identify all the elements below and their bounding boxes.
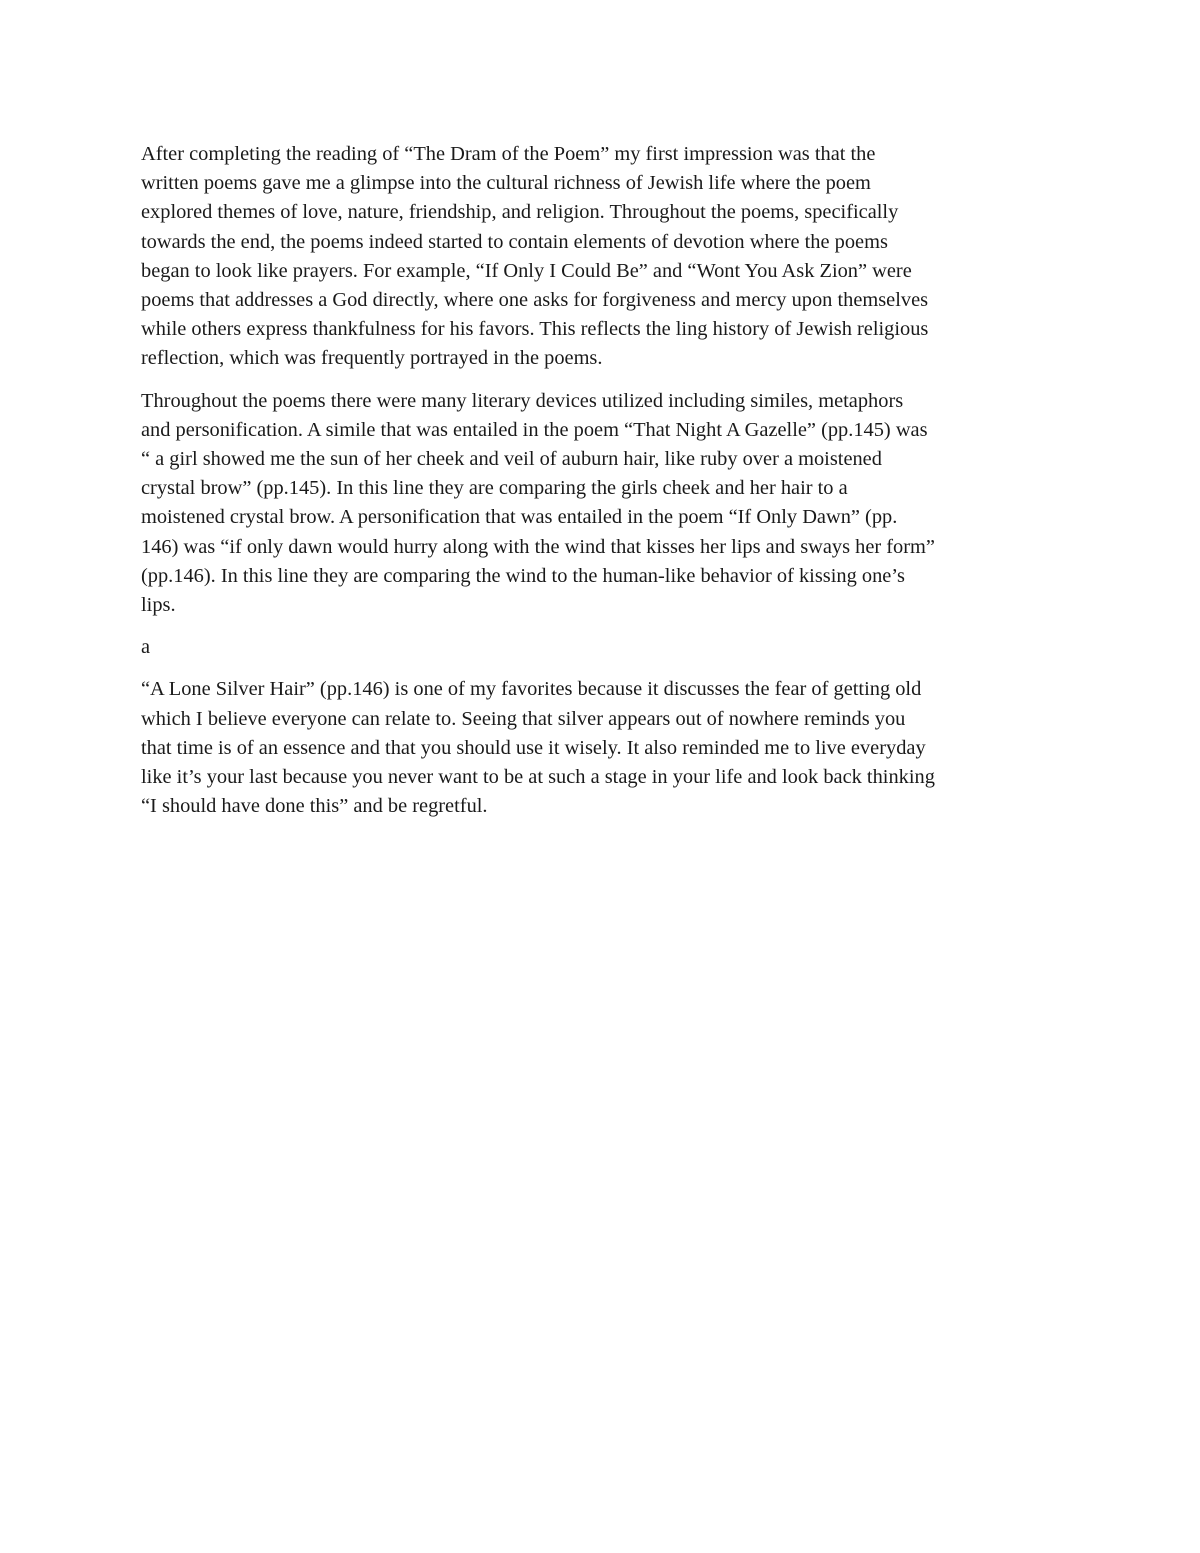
text-line: (pp.146). In this line they are comparing the wind to the human-like behavior of kissing one’s	[141, 564, 905, 587]
text-line: “A Lone Silver Hair” (pp.146) is one of my favorites because it discusses the fear of getting old	[141, 678, 922, 701]
text-line: Throughout the poems there were many literary devices utilized including similes, metaphors	[141, 389, 904, 412]
text-line: 146) was “if only dawn would hurry along with the wind that kisses her lips and sways her form”	[141, 535, 935, 558]
text-line: After completing the reading of “The Dram of the Poem” my first impression was that the	[141, 143, 876, 165]
text-line: while others express thankfulness for his favors. This reflects the ling history of Jewish religious	[141, 318, 929, 341]
text-line: lips.	[141, 594, 176, 617]
text-line: and personification. A simile that was entailed in the poem “That Night A Gazelle” (pp.145) was	[141, 418, 928, 441]
document-body	[141, 140, 1066, 834]
paragraph-4	[141, 675, 1066, 821]
text-line: written poems gave me a glimpse into the cultural richness of Jewish life where the poem	[141, 172, 871, 195]
text-line: like it’s your last because you never want to be at such a stage in your life and look back thinking	[141, 766, 935, 789]
text-line: crystal brow” (pp.145). In this line they are comparing the girls cheek and her hair to a	[141, 477, 848, 500]
text-line: “ a girl showed me the sun of her cheek and veil of auburn hair, like ruby over a moistened	[141, 448, 882, 471]
text-line: moistened crystal brow. A personification that was entailed in the poem “If Only Dawn” (pp.	[141, 506, 898, 529]
text-line: a	[141, 636, 151, 659]
paragraph-3	[141, 633, 1066, 662]
text-line: poems that addresses a God directly, where one asks for forgiveness and mercy upon themselves	[141, 289, 929, 312]
paragraph-2	[141, 387, 1066, 621]
paragraph-1	[141, 140, 1066, 374]
text-line: “I should have done this” and be regretful.	[141, 795, 488, 818]
text-line: began to look like prayers. For example, “If Only I Could Be” and “Wont You Ask Zion” were	[141, 259, 912, 282]
text-line: towards the end, the poems indeed started to contain elements of devotion where the poems	[141, 230, 888, 253]
text-line: reflection, which was frequently portrayed in the poems.	[141, 347, 603, 370]
text-line: that time is of an essence and that you should use it wisely. It also reminded me to live everyday	[141, 736, 926, 759]
text-line: explored themes of love, nature, friendship, and religion. Throughout the poems, specifically	[141, 201, 899, 224]
text-line: which I believe everyone can relate to. Seeing that silver appears out of nowhere reminds you	[141, 707, 906, 730]
